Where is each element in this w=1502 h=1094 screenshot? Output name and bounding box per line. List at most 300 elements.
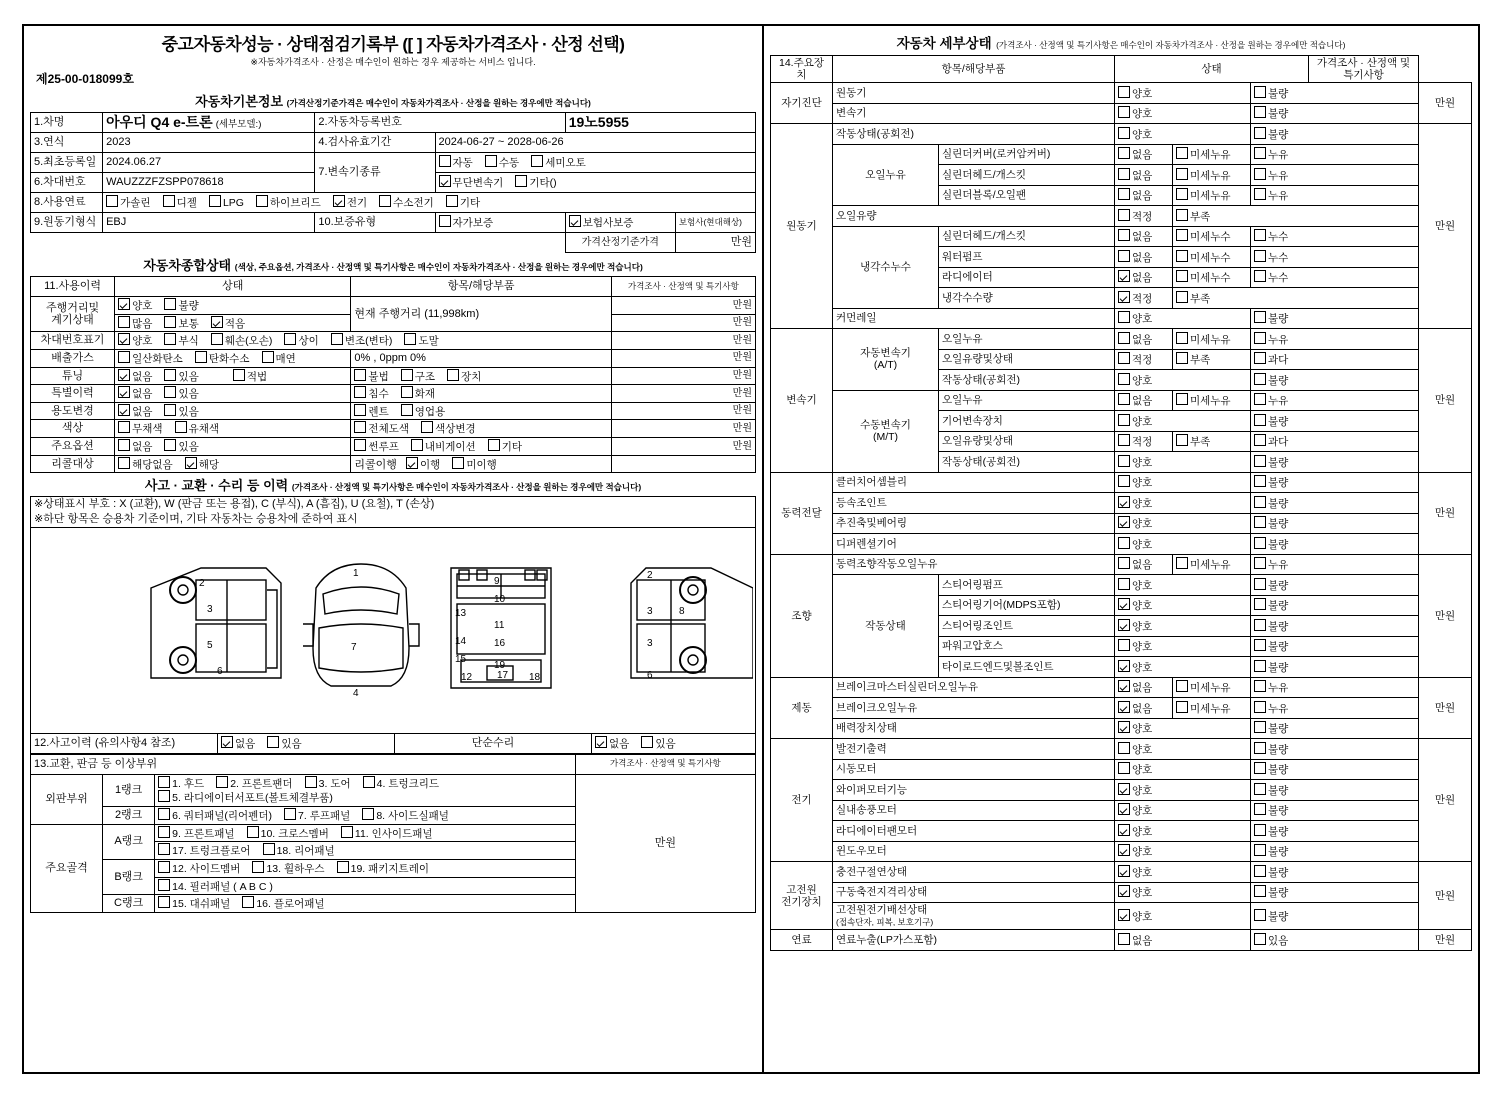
color-full-repaint[interactable]: 전체도색 [354, 421, 409, 435]
radiator-none[interactable]: 없음 [1115, 267, 1173, 288]
prop-shaft-good[interactable]: 양호 [1115, 513, 1251, 534]
checkbox-recall-notdone [452, 457, 464, 469]
option-none[interactable]: 없음 [118, 439, 152, 453]
fuel-leak-yes[interactable]: 있음 [1251, 930, 1419, 951]
block-oilpan-leak[interactable]: 누유 [1251, 185, 1419, 206]
vin-altered[interactable]: 변조(변타) [331, 333, 393, 347]
rocker-cover-leak[interactable]: 누유 [1251, 144, 1419, 165]
checkbox-frame-pillar-panel [158, 879, 170, 891]
panel-trunk-lid[interactable]: 4. 트렁크리드 [363, 776, 439, 790]
warranty-opt-self[interactable]: 자가보증 [439, 215, 494, 229]
checkbox-frame-wheel-house [252, 861, 264, 873]
sub-radiator: 라디에이터 [939, 267, 1115, 288]
fuel-opt-other[interactable]: 기타 [446, 195, 480, 209]
table-row [771, 83, 1472, 104]
table-row [31, 497, 756, 512]
ps-leak-leak[interactable]: 누유 [1251, 554, 1419, 575]
radiator-minor[interactable]: 미세누수 [1173, 267, 1251, 288]
rocker-cover-minor[interactable]: 미세누유 [1173, 144, 1251, 165]
rank-a-items-2 [155, 842, 576, 860]
usage-rent[interactable]: 렌트 [354, 404, 388, 418]
mileage-many[interactable]: 많음 [118, 316, 152, 330]
mt-oil-leak[interactable]: 누유 [1251, 390, 1419, 411]
self-engine-good[interactable]: 양호 [1115, 83, 1251, 104]
radiator-leak[interactable]: 누수 [1251, 267, 1419, 288]
checkbox-mtoil-minor [1176, 393, 1188, 405]
checkbox-frame-front-panel [158, 826, 170, 838]
checkbox-fuelleak-none [1118, 933, 1130, 945]
table-row [771, 472, 1472, 493]
car-diagram-svg [31, 528, 753, 728]
mt-oil-none[interactable]: 없음 [1115, 390, 1173, 411]
color-changed[interactable]: 색상변경 [421, 421, 476, 435]
trans-opt-cvt[interactable]: 무단변속기 [439, 175, 504, 189]
frame-pillar-panel[interactable]: 14. 필러패널 ( A B C ) [158, 879, 273, 893]
accident-note2: ※하단 항목은 승용차 기준이며, 기타 자동차는 승용차에 준하여 표시 [31, 512, 756, 527]
water-pump-leak[interactable]: 누수 [1251, 247, 1419, 268]
sub-steering-pump: 스티어링펌프 [939, 575, 1115, 596]
panel-quarter[interactable]: 6. 쿼터패널(리어펜더) [158, 808, 272, 822]
tuning-structure[interactable]: 구조 [401, 369, 435, 383]
at-level-high[interactable]: 과다 [1251, 349, 1419, 370]
clutch-good[interactable]: 양호 [1115, 472, 1251, 493]
checkbox-panel-trunk-lid [363, 776, 375, 788]
oil-level-ok[interactable]: 적정 [1115, 206, 1173, 227]
checkbox-trans-manual [485, 155, 497, 167]
special-none[interactable]: 없음 [118, 386, 152, 400]
trans-options-row1 [435, 153, 755, 173]
checkbox-mtlevel-ok [1118, 434, 1130, 446]
table-row [31, 420, 756, 438]
checkbox-batteryiso-good [1118, 885, 1130, 897]
emission-hc[interactable]: 탄화수소 [195, 351, 250, 365]
rank-c: C랭크 [103, 895, 155, 913]
table-row [771, 575, 1472, 596]
checkbox-vin-rust [164, 333, 176, 345]
recall-notdone[interactable]: 미이행 [452, 457, 496, 471]
frame-inside-panel[interactable]: 11. 인사이드패널 [341, 826, 433, 840]
item-engine-oil-leak: 오일누유 [833, 144, 939, 206]
trans-opt-auto[interactable]: 자동 [439, 155, 473, 169]
item-blower-motor: 실내송풍모터 [833, 800, 1115, 821]
checkbox-gearshift-good [1118, 414, 1130, 426]
starter-good[interactable]: 양호 [1115, 759, 1251, 780]
checkbox-differential-good [1118, 537, 1130, 549]
accident-history-label: 12.사고이력 (유의사항4 참조) [31, 733, 218, 753]
master-cyl-minor[interactable]: 미세누유 [1173, 677, 1251, 698]
row-color-item [351, 420, 611, 438]
special-fire[interactable]: 화재 [401, 386, 435, 400]
recall-done[interactable]: 이행 [406, 457, 440, 471]
gear-shift-good[interactable]: 양호 [1115, 411, 1251, 432]
mileage-good[interactable]: 양호 [118, 298, 152, 312]
oil-level-low[interactable]: 부족 [1173, 206, 1419, 227]
differential-good[interactable]: 양호 [1115, 534, 1251, 555]
checkbox-psleak-minor [1176, 557, 1188, 569]
differential-bad[interactable]: 불량 [1251, 534, 1419, 555]
ps-leak-minor[interactable]: 미세누유 [1173, 554, 1251, 575]
self-trans-good[interactable]: 양호 [1115, 103, 1251, 124]
cv-joint-bad[interactable]: 불량 [1251, 493, 1419, 514]
overall-col-item: 항목/해당부품 [351, 277, 611, 297]
checkbox-rocker-leak [1254, 147, 1266, 159]
detail-col-device: 14.주요장치 [771, 56, 833, 83]
item-manual-trans: 수동변속기 (M/T) [833, 390, 939, 472]
coolant-amount-ok[interactable]: 적정 [1115, 288, 1173, 309]
tuning-yes[interactable]: 있음 [164, 369, 198, 383]
row-mileage-state2 [115, 314, 351, 332]
brake-oil-leak[interactable]: 누유 [1251, 698, 1419, 719]
section-high-voltage: 고전원 전기장치 [771, 862, 833, 930]
mt-idle-bad[interactable]: 불량 [1251, 452, 1419, 473]
brake-oil-none[interactable]: 없음 [1115, 698, 1173, 719]
option-other[interactable]: 기타 [488, 439, 522, 453]
charging-port-good[interactable]: 양호 [1115, 862, 1251, 883]
item-brake-oil-leak: 브레이크오일누유 [833, 698, 1115, 719]
master-cyl-none[interactable]: 없음 [1115, 677, 1173, 698]
checkbox-steeringjoint-good [1118, 619, 1130, 631]
checkbox-alternator-good [1118, 742, 1130, 754]
mt-level-low[interactable]: 부족 [1173, 431, 1251, 452]
checkbox-blower-bad [1254, 803, 1266, 815]
table-row [31, 153, 756, 173]
head-gasket-minor[interactable]: 미세누유 [1173, 165, 1251, 186]
gear-shift-bad[interactable]: 불량 [1251, 411, 1419, 432]
master-cyl-leak[interactable]: 누유 [1251, 677, 1419, 698]
steering-gear-bad[interactable]: 불량 [1251, 595, 1419, 616]
checkbox-fuelleak-yes [1254, 933, 1266, 945]
warranty-opt-insurer[interactable]: 보험사보증 [569, 215, 634, 229]
section-fuel: 연료 [771, 930, 833, 951]
frame-side-member[interactable]: 12. 사이드멤버 [158, 861, 240, 875]
tuning-device[interactable]: 장치 [447, 369, 481, 383]
option-sunroof[interactable]: 썬루프 [354, 439, 398, 453]
checkbox-rocker-minor [1176, 147, 1188, 159]
detail-col-state: 상태 [1115, 56, 1309, 83]
table-row [771, 821, 1472, 842]
rocker-cover-none[interactable]: 없음 [1115, 144, 1173, 165]
fuel-opt-hydrogen[interactable]: 수소전기 [379, 195, 434, 209]
emission-smoke[interactable]: 매연 [262, 351, 296, 365]
water-pump-minor[interactable]: 미세누수 [1173, 247, 1251, 268]
usage-none[interactable]: 없음 [118, 404, 152, 418]
frame-rear-panel[interactable]: 18. 리어패널 [263, 843, 335, 857]
blower-good[interactable]: 양호 [1115, 800, 1251, 821]
power-hose-bad[interactable]: 불량 [1251, 636, 1419, 657]
engine-idle-good[interactable]: 양호 [1115, 124, 1251, 145]
trans-opt-semiauto[interactable]: 세미오토 [531, 155, 586, 169]
checkbox-fanmotor-good [1118, 824, 1130, 836]
row-special-won: 만원 [611, 385, 755, 403]
table-row [31, 233, 756, 253]
fuel-opt-diesel[interactable]: 디젤 [163, 195, 197, 209]
accident-history-options [218, 733, 395, 753]
usage-yes[interactable]: 있음 [164, 404, 198, 418]
option-yes[interactable]: 있음 [164, 439, 198, 453]
checkbox-self-engine-bad [1254, 86, 1266, 98]
svg-text:19: 19 [494, 659, 506, 671]
section-powertrain: 동력전달 [771, 472, 833, 554]
checkbox-mastercyl-none [1118, 680, 1130, 692]
item-alternator: 발전기출력 [833, 739, 1115, 760]
alternator-bad[interactable]: 불량 [1251, 739, 1419, 760]
trans-opt-manual[interactable]: 수동 [485, 155, 519, 169]
common-rail-good[interactable]: 양호 [1115, 308, 1251, 329]
starter-bad[interactable]: 불량 [1251, 759, 1419, 780]
frame-package-tray[interactable]: 19. 패키지트레이 [337, 861, 429, 875]
checkbox-trans-auto [439, 155, 451, 167]
tie-rod-bad[interactable]: 불량 [1251, 657, 1419, 678]
trans-opt-other[interactable]: 기타() [515, 175, 556, 189]
checkbox-windowmotor-good [1118, 844, 1130, 856]
tuning-none[interactable]: 없음 [118, 369, 152, 383]
car-name-label: 1.차명 [31, 113, 103, 133]
row-tuning-item [351, 367, 611, 385]
mileage-bad[interactable]: 불량 [164, 298, 198, 312]
electrical-won: 만원 [1419, 739, 1472, 862]
mileage-normal[interactable]: 보통 [164, 316, 198, 330]
checkbox-usage-none [118, 404, 130, 416]
steering-joint-good[interactable]: 양호 [1115, 616, 1251, 637]
fuel-leak-none[interactable]: 없음 [1115, 930, 1251, 951]
vin-good[interactable]: 양호 [118, 333, 152, 347]
at-idle-good[interactable]: 양호 [1115, 370, 1251, 391]
row-vin-state [115, 332, 612, 350]
at-oil-none[interactable]: 없음 [1115, 329, 1173, 350]
coolant-amount-low[interactable]: 부족 [1173, 288, 1419, 309]
steering-pump-bad[interactable]: 불량 [1251, 575, 1419, 596]
frame-wheel-house[interactable]: 13. 휠하우스 [252, 861, 324, 875]
vin-label: 6.차대번호 [31, 173, 103, 193]
vin-erased[interactable]: 도말 [404, 333, 438, 347]
charging-port-bad[interactable]: 불량 [1251, 862, 1419, 883]
checkbox-frame-inside-panel [341, 826, 353, 838]
fuel-opt-gasoline[interactable]: 가솔린 [106, 195, 150, 209]
table-row [771, 390, 1472, 411]
vin-different[interactable]: 상이 [284, 333, 318, 347]
frame-dash-panel[interactable]: 15. 대쉬패널 [158, 896, 230, 910]
at-level-low[interactable]: 부족 [1173, 349, 1251, 370]
prop-shaft-bad[interactable]: 불량 [1251, 513, 1419, 534]
inspect-value: 2024-06-27 ~ 2028-06-26 [435, 133, 755, 153]
checkbox-fanmotor-bad [1254, 824, 1266, 836]
checkbox-mtidle-good [1118, 455, 1130, 467]
fanmotor-good[interactable]: 양호 [1115, 821, 1251, 842]
accident-note: (가격조사 · 산정액 및 특기사항은 매수인이 자동차가격조사 · 산정을 원하는 경우에만 적습니다) [291, 482, 642, 493]
frame-front-panel[interactable]: 9. 프론트패널 [158, 826, 234, 840]
checkbox-differential-bad [1254, 537, 1266, 549]
sub-at-oil-level: 오일유량및상태 [939, 349, 1115, 370]
checkbox-fuel-gasoline [106, 195, 118, 207]
alternator-good[interactable]: 양호 [1115, 739, 1251, 760]
table-row [771, 103, 1472, 124]
item-steering-operation: 작동상태 [833, 575, 939, 678]
brake-oil-minor[interactable]: 미세누유 [1173, 698, 1251, 719]
fuel-won: 만원 [1419, 930, 1472, 951]
checkbox-frame-floor-panel [242, 896, 254, 908]
checkbox-simple-yes [641, 736, 653, 748]
fuel-opt-hybrid[interactable]: 하이브리드 [256, 195, 321, 209]
special-yes[interactable]: 있음 [164, 386, 198, 400]
accident-history-none[interactable]: 없음 [221, 736, 255, 750]
mt-level-high[interactable]: 과다 [1251, 431, 1419, 452]
battery-isolation-good[interactable]: 양호 [1115, 882, 1251, 903]
checkbox-wiper-bad [1254, 783, 1266, 795]
checkbox-fuel-electric [333, 195, 345, 207]
panel-hood[interactable]: 1. 후드 [158, 776, 204, 790]
checkbox-usage-rent [354, 404, 366, 416]
checkbox-windowmotor-bad [1254, 844, 1266, 856]
vin-rust[interactable]: 부식 [164, 333, 198, 347]
at-oil-minor[interactable]: 미세누유 [1173, 329, 1251, 350]
checkbox-gearshift-bad [1254, 414, 1266, 426]
hv-wiring-bad[interactable]: 불량 [1251, 903, 1419, 930]
checkbox-trans-other [515, 175, 527, 187]
checkbox-special-flood [354, 386, 366, 398]
table-row [771, 882, 1472, 903]
simple-repair-yes[interactable]: 있음 [641, 736, 675, 750]
item-wiper-motor: 와이퍼모터기능 [833, 780, 1115, 801]
mt-oil-minor[interactable]: 미세누유 [1173, 390, 1251, 411]
row-option-state [115, 438, 351, 456]
checkbox-rocker-none [1118, 147, 1130, 159]
engine-idle-bad[interactable]: 불량 [1251, 124, 1419, 145]
recall-na[interactable]: 해당없음 [118, 457, 173, 471]
item-starter: 시동모터 [833, 759, 1115, 780]
coolant-head-none[interactable]: 없음 [1115, 226, 1173, 247]
steering-gear-good[interactable]: 양호 [1115, 595, 1251, 616]
tie-rod-good[interactable]: 양호 [1115, 657, 1251, 678]
fuel-opt-electric[interactable]: 전기 [333, 195, 367, 209]
special-flood[interactable]: 침수 [354, 386, 388, 400]
item-booster: 배력장치상태 [833, 718, 1115, 739]
rank-b: B랭크 [103, 859, 155, 894]
frame-trunk-floor[interactable]: 17. 트렁크플로어 [158, 843, 250, 857]
head-gasket-none[interactable]: 없음 [1115, 165, 1173, 186]
checkbox-accident-none [221, 736, 233, 748]
overall-col-price: 가격조사 · 산정액 및 특기사항 [611, 277, 755, 297]
row-recall-state [115, 455, 351, 473]
checkbox-psleak-none [1118, 557, 1130, 569]
mt-idle-good[interactable]: 양호 [1115, 452, 1251, 473]
fanmotor-bad[interactable]: 불량 [1251, 821, 1419, 842]
tuning-legal[interactable]: 적법 [233, 369, 267, 383]
svg-text:3: 3 [647, 605, 653, 617]
basic-info-band [30, 89, 756, 112]
common-rail-bad[interactable]: 불량 [1251, 308, 1419, 329]
self-diagnosis-won: 만원 [1419, 83, 1472, 124]
panel-side-sill[interactable]: 8. 사이드실패널 [362, 808, 449, 822]
coolant-head-leak[interactable]: 누수 [1251, 226, 1419, 247]
water-pump-none[interactable]: 없음 [1115, 247, 1173, 268]
checkbox-hvwiring-bad [1254, 909, 1266, 921]
mt-level-ok[interactable]: 적정 [1115, 431, 1173, 452]
checkbox-headgasket-leak [1254, 168, 1266, 180]
rank-b-items-2 [155, 877, 576, 895]
basic-info-table [30, 112, 756, 253]
svg-text:3: 3 [647, 637, 653, 649]
option-navigation[interactable]: 내비게이션 [411, 439, 476, 453]
table-row [771, 56, 1472, 83]
checkbox-option-sunroof [354, 439, 366, 451]
rank-1: 1랭크 [103, 774, 155, 806]
mileage-few[interactable]: 적음 [211, 316, 245, 330]
vin-value: WAUZZZFZSPP078618 [103, 173, 315, 193]
checkbox-fuel-other [446, 195, 458, 207]
color-achromatic[interactable]: 무채색 [118, 421, 162, 435]
vin-damage[interactable]: 훼손(오손) [211, 333, 273, 347]
year-label: 3.연식 [31, 133, 103, 153]
checkbox-brakeoil-leak [1254, 701, 1266, 713]
booster-good[interactable]: 양호 [1115, 718, 1251, 739]
svg-text:2: 2 [647, 569, 653, 581]
steering-pump-good[interactable]: 양호 [1115, 575, 1251, 596]
right-column [764, 26, 1478, 1072]
checkbox-warranty-insurer [569, 215, 581, 227]
simple-repair-none[interactable]: 없음 [595, 736, 629, 750]
self-trans-bad[interactable]: 불량 [1251, 103, 1419, 124]
at-idle-bad[interactable]: 불량 [1251, 370, 1419, 391]
window-motor-bad[interactable]: 불량 [1251, 841, 1419, 862]
steering-joint-bad[interactable]: 불량 [1251, 616, 1419, 637]
cv-joint-good[interactable]: 양호 [1115, 493, 1251, 514]
window-motor-good[interactable]: 양호 [1115, 841, 1251, 862]
panel-door[interactable]: 3. 도어 [305, 776, 351, 790]
checkbox-color-chromatic [175, 421, 187, 433]
panel-roof[interactable]: 7. 루프패널 [284, 808, 350, 822]
hv-wiring-good[interactable]: 양호 [1115, 903, 1251, 930]
table-row [31, 512, 756, 527]
rank-2-items [155, 806, 576, 824]
item-cv-joint: 등속조인트 [833, 493, 1115, 514]
checkbox-frame-trunk-floor [158, 843, 170, 855]
accident-history-yes[interactable]: 있음 [267, 736, 301, 750]
emission-co[interactable]: 일산화탄소 [118, 351, 183, 365]
booster-bad[interactable]: 불량 [1251, 718, 1419, 739]
coolant-head-minor[interactable]: 미세누수 [1173, 226, 1251, 247]
clutch-bad[interactable]: 불량 [1251, 472, 1419, 493]
frame-floor-panel[interactable]: 16. 플로어패널 [242, 896, 324, 910]
battery-isolation-bad[interactable]: 불량 [1251, 882, 1419, 903]
row-special-state [115, 385, 351, 403]
blower-bad[interactable]: 불량 [1251, 800, 1419, 821]
panel-front-fender[interactable]: 2. 프론트팬더 [216, 776, 292, 790]
power-hose-good[interactable]: 양호 [1115, 636, 1251, 657]
fuel-opt-lpg[interactable]: LPG [209, 195, 244, 209]
self-engine-bad[interactable]: 불량 [1251, 83, 1419, 104]
checkbox-panel-roof [284, 808, 296, 820]
wiper-good[interactable]: 양호 [1115, 780, 1251, 801]
at-oil-leak[interactable]: 누유 [1251, 329, 1419, 350]
brake-won: 만원 [1419, 677, 1472, 739]
panel-radiator-support[interactable]: 5. 라디에이터서포트(볼트체결부품) [158, 790, 333, 804]
exchange-won: 만원 [575, 774, 755, 912]
wiper-bad[interactable]: 불량 [1251, 780, 1419, 801]
block-oilpan-minor[interactable]: 미세누유 [1173, 185, 1251, 206]
tuning-illegal[interactable]: 불법 [354, 369, 388, 383]
head-gasket-leak[interactable]: 누유 [1251, 165, 1419, 186]
frame-cross-member[interactable]: 10. 크로스멤버 [247, 826, 329, 840]
usage-business[interactable]: 영업용 [401, 404, 445, 418]
at-level-ok[interactable]: 적정 [1115, 349, 1173, 370]
color-chromatic[interactable]: 유채색 [175, 421, 219, 435]
ps-leak-none[interactable]: 없음 [1115, 554, 1173, 575]
block-oilpan-none[interactable]: 없음 [1115, 185, 1173, 206]
recall-applicable[interactable]: 해당 [185, 457, 219, 471]
basic-info-note: (가격산정기준가격은 매수인이 자동차가격조사 · 산정을 원하는 경우에만 적습니다) [286, 98, 591, 108]
item-charging-port-insulation: 충전구절연상태 [833, 862, 1115, 883]
row-recall-won [611, 455, 755, 473]
